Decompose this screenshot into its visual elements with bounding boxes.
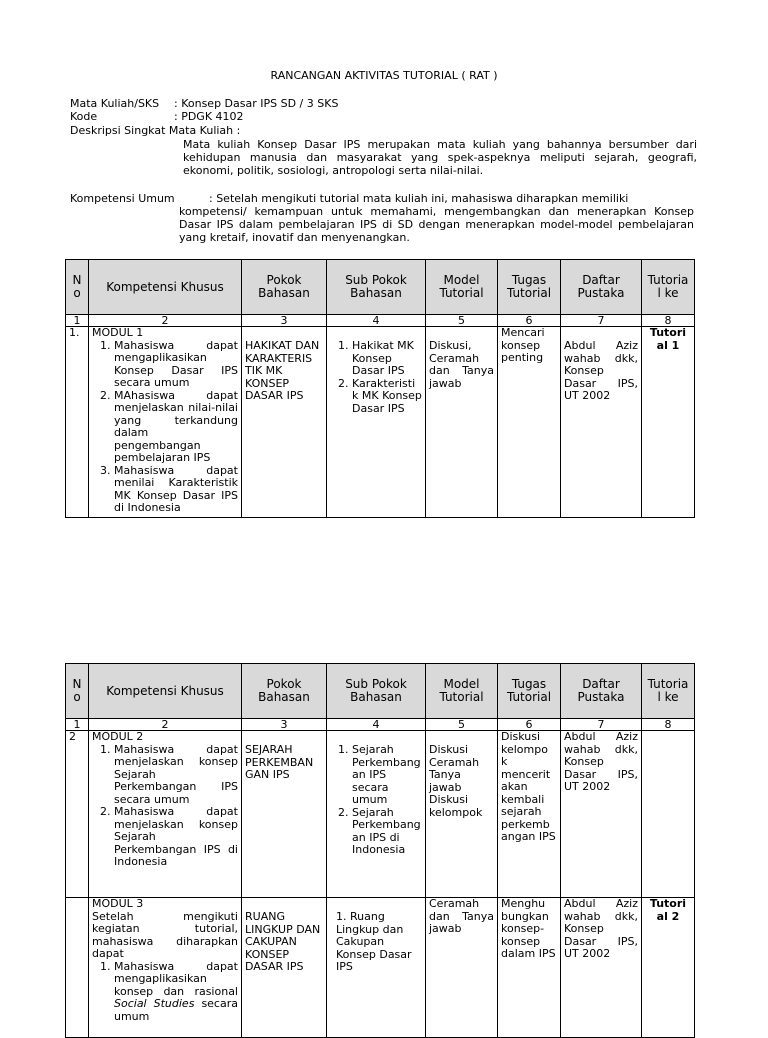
row-kompetensi (89, 898, 242, 1038)
col-num: 5 (426, 719, 498, 731)
kompetensi-item (114, 961, 238, 1024)
row-pokok (242, 731, 327, 898)
col-num: 1 (66, 719, 89, 731)
model-text: Diskusi Ceramah Tanya jawab Diskusi kelompok (429, 743, 483, 819)
row-model (426, 898, 498, 1038)
table-row (66, 327, 695, 518)
deskripsi-label: Deskripsi Singkat Mata Kuliah : (70, 124, 241, 137)
pokok-text: SEJARAH PERKEMBAN GAN IPS (245, 743, 314, 781)
col-num: 3 (242, 315, 327, 327)
kompetensi-item: 1. Mahasiswa dapat menjelaskan konsep Sejarah Perkembangan IPS secara umum (114, 744, 238, 807)
header-pustaka: Daftar Pustaka (561, 260, 642, 315)
kompetensi-item-text: secara umum (114, 997, 238, 1023)
kompetensi-item-italic: Social Studies (114, 997, 195, 1010)
modul-title: MODUL 3 (92, 897, 144, 910)
col-num: 8 (642, 315, 695, 327)
column-number-row (66, 719, 695, 731)
row-tugas: Menghu bungkan konsep-konsep dalam IPS (498, 898, 561, 1038)
row-pustaka (561, 898, 642, 1038)
header-sub: Sub Pokok Bahasan (327, 664, 426, 719)
col-num: 7 (561, 315, 642, 327)
deskripsi-text: Mata kuliah Konsep Dasar IPS merupakan mata kuliah yang bahannya bersumber dari kehidupan manusia dan masyarakat yang spek-aspeknya meliputi sejarah, geografi, ekonomi, politik, sosiologi, antropologi serta nilai-nilai. (183, 138, 697, 177)
rat-table-2 (65, 663, 695, 1038)
col-num: 3 (242, 719, 327, 731)
row-no: 1. (66, 327, 89, 518)
header-kompetensi: Kompetensi Khusus (89, 260, 242, 315)
header-tutorial: Tutoria l ke (642, 260, 695, 315)
kode-label: Kode (70, 110, 98, 123)
col-num: 4 (327, 315, 426, 327)
kompetensi-item: 2. MAhasiswa dapat menjelaskan nilai-nilai yang terkandung dalam pengembangan pembelajaran IPS (114, 390, 238, 465)
row-tugas: Mencari konsep penting (498, 327, 561, 518)
header-pustaka: Daftar Pustaka (561, 664, 642, 719)
col-num: 4 (327, 719, 426, 731)
col-num: 7 (561, 719, 642, 731)
col-num: 2 (89, 719, 242, 731)
pustaka-text: Abdul Aziz wahab dkk, Konsep Dasar IPS, UT 2002 (564, 339, 638, 402)
row-sub (327, 731, 426, 898)
row-pustaka (561, 731, 642, 898)
row-tutorial (642, 731, 695, 898)
model-text: Ceramah dan Tanya jawab (429, 897, 494, 935)
row-model (426, 327, 498, 518)
table-row (66, 898, 695, 1038)
pustaka-text: Abdul Aziz wahab dkk, Konsep Dasar IPS, UT 2002 (564, 897, 638, 960)
header-tugas: Tugas Tutorial (498, 260, 561, 315)
row-sub (327, 898, 426, 1038)
row-no (66, 898, 89, 1038)
row-pokok (242, 898, 327, 1038)
kompetensi-umum-first: : Setelah mengikuti tutorial mata kuliah ini, mahasiswa diharapkan memiliki (209, 192, 629, 205)
mata-kuliah-value: : Konsep Dasar IPS SD / 3 SKS (174, 97, 339, 110)
kode-value: : PDGK 4102 (174, 110, 244, 123)
modul-intro: Setelah mengikuti kegiatan tutorial, mahasiswa diharapkan dapat (92, 909, 238, 960)
header-no: N o (66, 664, 89, 719)
sub-item: 1. Sejarah Perkembang an IPS secara umum (352, 744, 422, 807)
mata-kuliah-label: Mata Kuliah/SKS (70, 97, 160, 110)
mata-kuliah-line (70, 97, 338, 110)
kompetensi-item-text: Mahasiswa dapat mengaplikasikan konsep dan rasional (114, 959, 238, 998)
kode-line (70, 110, 244, 123)
row-kompetensi (89, 731, 242, 898)
modul-title: MODUL 2 (92, 730, 144, 743)
header-pokok: Pokok Bahasan (242, 260, 327, 315)
kompetensi-item: 3. Mahasiswa dapat menilai Karakteristik MK Konsep Dasar IPS di Indonesia (114, 465, 238, 515)
kompetensi-item: 2. Mahasiswa dapat menjelaskan konsep Sejarah Perkembangan IPS di Indonesia (114, 806, 238, 869)
header-pokok: Pokok Bahasan (242, 664, 327, 719)
row-tutorial: Tutori al 2 (642, 898, 695, 1038)
header-sub: Sub Pokok Bahasan (327, 260, 426, 315)
pustaka-text: Abdul Aziz wahab dkk, Konsep Dasar IPS, UT 2002 (564, 730, 638, 793)
row-pustaka (561, 327, 642, 518)
rat-table-1 (65, 259, 695, 518)
sub-item: 2. Sejarah Perkembang an IPS di Indonesia (352, 807, 422, 857)
header-model: Model Tutorial (426, 664, 498, 719)
pokok-text: HAKIKAT DAN KARAKTERIS TIK MK KONSEP DASAR IPS (245, 339, 320, 402)
model-text: Diskusi, Ceramah dan Tanya jawab (429, 339, 494, 390)
sub-item: 1. Hakikat MK Konsep Dasar IPS (352, 340, 422, 378)
header-tugas: Tugas Tutorial (498, 664, 561, 719)
col-num: 6 (498, 315, 561, 327)
row-kompetensi (89, 327, 242, 518)
document-title: RANCANGAN AKTIVITAS TUTORIAL ( RAT ) (270, 69, 498, 82)
col-num: 6 (498, 719, 561, 731)
col-num: 2 (89, 315, 242, 327)
col-num: 1 (66, 315, 89, 327)
row-model (426, 731, 498, 898)
kompetensi-item: 1. Mahasiswa dapat mengaplikasikan Konsep Dasar IPS secara umum (114, 340, 238, 390)
sub-item: 2. Karakteristi k MK Konsep Dasar IPS (352, 378, 422, 416)
column-number-row (66, 315, 695, 327)
table-row (66, 731, 695, 898)
header-tutorial: Tutoria l ke (642, 664, 695, 719)
modul-title: MODUL 1 (92, 326, 144, 339)
row-pokok (242, 327, 327, 518)
row-tutorial: Tutori al 1 (642, 327, 695, 518)
pokok-text: RUANG LINGKUP DAN CAKUPAN KONSEP DASAR IPS (245, 910, 321, 973)
header-no: N o (66, 260, 89, 315)
kompetensi-umum-label: Kompetensi Umum (70, 192, 175, 205)
kompetensi-umum (70, 192, 694, 244)
row-no: 2 (66, 731, 89, 898)
sub-text: 1. Ruang Lingkup dan Cakupan Konsep Dasar IPS (336, 910, 412, 973)
row-sub (327, 327, 426, 518)
header-kompetensi: Kompetensi Khusus (89, 664, 242, 719)
kompetensi-umum-rest: kompetensi/ kemampuan untuk memahami, mengembangkan dan menerapkan Konsep Dasar IPS dalam pembelajaran IPS di SD dengan menerapkan model-model pembelajaran yang kretaif, inovatif dan menyenangkan. (179, 205, 694, 244)
row-tugas: Diskusi kelompo k mencerit akan kembali sejarah perkemb angan IPS (498, 731, 561, 898)
col-num: 8 (642, 719, 695, 731)
header-model: Model Tutorial (426, 260, 498, 315)
col-num: 5 (426, 315, 498, 327)
